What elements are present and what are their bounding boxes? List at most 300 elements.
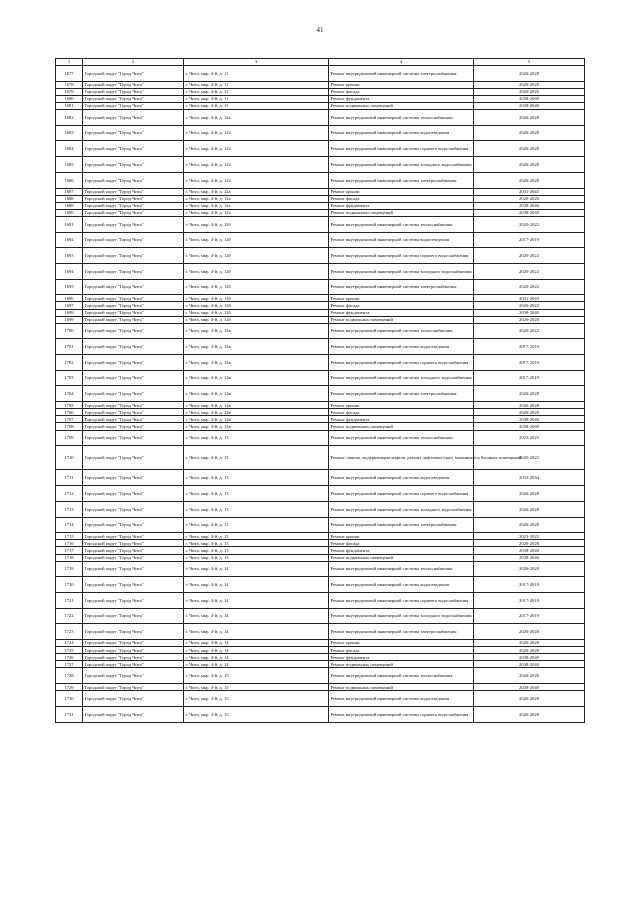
row-number: 1690 xyxy=(56,209,83,216)
address-cell: г. Чита, мкр. 4-й, д. 11 xyxy=(184,95,329,102)
address-cell: г. Чита, мкр. 4-й, д. 14 xyxy=(184,661,329,668)
work-type-cell: Ремонт внутридомовой инженерной системы горячего водоснабжения xyxy=(329,486,474,502)
work-type-cell: Ремонт внутридомовой инженерной системы теплоснабжения xyxy=(329,323,474,339)
row-number: 1706 xyxy=(56,409,83,416)
municipality-cell: Городской округ "Город Чита" xyxy=(83,370,184,386)
row-number: 1696 xyxy=(56,295,83,302)
row-number: 1714 xyxy=(56,517,83,533)
period-cell: 2026-2028 xyxy=(474,409,585,416)
municipality-cell: Городской округ "Город Чита" xyxy=(83,157,184,173)
row-number: 1723 xyxy=(56,624,83,640)
row-number: 1708 xyxy=(56,423,83,430)
municipality-cell: Городской округ "Город Чита" xyxy=(83,561,184,577)
work-type-cell: Ремонт внутридомовой инженерной системы электроснабжения xyxy=(329,66,474,82)
address-cell: г. Чита, мкр. 4-й, д. 15 xyxy=(184,706,329,722)
work-type-cell: Ремонт фасада xyxy=(329,647,474,654)
table-row xyxy=(56,402,585,409)
period-cell: 2020-2022 xyxy=(474,263,585,279)
address-cell: г. Чита, мкр. 4-й, д. 12в xyxy=(184,402,329,409)
period-cell: 2026-2028 xyxy=(474,540,585,547)
period-cell: 2020-2022 xyxy=(474,446,585,470)
municipality-cell: Городской округ "Город Чита" xyxy=(83,706,184,722)
address-cell: г. Чита, мкр. 4-й, д. 13 xyxy=(184,533,329,540)
work-type-cell: Ремонт внутридомовой инженерной системы холодного водоснабжения xyxy=(329,370,474,386)
row-number: 1689 xyxy=(56,202,83,209)
address-cell: г. Чита, мкр. 4-й, д. 12а xyxy=(184,209,329,216)
row-number: 1693 xyxy=(56,248,83,264)
period-cell: 2026-2028 xyxy=(474,486,585,502)
address-cell: г. Чита, мкр. 4-й, д. 12а xyxy=(184,188,329,195)
row-number: 1720 xyxy=(56,577,83,593)
row-number: 1698 xyxy=(56,309,83,316)
address-cell: г. Чита, мкр. 4-й, д. 13 xyxy=(184,446,329,470)
municipality-cell: Городской округ "Город Чита" xyxy=(83,533,184,540)
work-type-cell: Ремонт внутридомовой инженерной системы электроснабжения xyxy=(329,624,474,640)
address-cell: г. Чита, мкр. 4-й, д. 12в xyxy=(184,416,329,423)
row-number: 1678 xyxy=(56,81,83,88)
row-number: 1679 xyxy=(56,88,83,95)
row-number: 1695 xyxy=(56,279,83,295)
period-cell: 2026-2028 xyxy=(474,402,585,409)
table-row xyxy=(56,624,585,640)
address-cell: г. Чита, мкр. 4-й, д. 13 xyxy=(184,554,329,561)
page-number: 41 xyxy=(316,26,324,34)
period-cell: 2026-2028 xyxy=(474,66,585,82)
work-type-cell: Ремонт крыши xyxy=(329,402,474,409)
municipality-cell: Городской округ "Город Чита" xyxy=(83,402,184,409)
row-number: 1681 xyxy=(56,102,83,109)
table-row xyxy=(56,691,585,707)
work-type-cell: Ремонт фасада xyxy=(329,409,474,416)
table-row xyxy=(56,323,585,339)
work-type-cell: Ремонт подвальных помещений xyxy=(329,684,474,691)
period-cell: 2020-2022 xyxy=(474,279,585,295)
period-cell: 2038-2040 xyxy=(474,202,585,209)
address-cell: г. Чита, мкр. 4-й, д. 12б xyxy=(184,263,329,279)
period-cell: 2038-2040 xyxy=(474,661,585,668)
period-cell: 2026-2028 xyxy=(474,561,585,577)
address-cell: г. Чита, мкр. 4-й, д. 15 xyxy=(184,691,329,707)
municipality-cell: Городской округ "Город Чита" xyxy=(83,195,184,202)
table-row xyxy=(56,647,585,654)
municipality-cell: Городской округ "Город Чита" xyxy=(83,102,184,109)
table-row xyxy=(56,386,585,402)
work-type-cell: Ремонт внутридомовой инженерной системы водоотведения xyxy=(329,577,474,593)
work-type-cell: Ремонт подвальных помещений xyxy=(329,102,474,109)
period-cell: 2038-2040 xyxy=(474,554,585,561)
table-row xyxy=(56,66,585,82)
municipality-cell: Городской округ "Город Чита" xyxy=(83,295,184,302)
work-type-cell: Ремонт внутридомовой инженерной системы теплоснабжения xyxy=(329,561,474,577)
work-type-cell: Ремонт подвальных помещений xyxy=(329,554,474,561)
table-row xyxy=(56,157,585,173)
period-cell: 2038-2040 xyxy=(474,95,585,102)
work-type-cell: Ремонт внутридомовой инженерной системы холодного водоснабжения xyxy=(329,263,474,279)
address-cell: г. Чита, мкр. 4-й, д. 15 xyxy=(184,668,329,684)
address-cell: г. Чита, мкр. 4-й, д. 14 xyxy=(184,640,329,647)
address-cell: г. Чита, мкр. 4-й, д. 12а xyxy=(184,202,329,209)
period-cell: 2026-2028 xyxy=(474,501,585,517)
table-row xyxy=(56,279,585,295)
work-type-cell: Ремонт внутридомовой инженерной системы горячего водоснабжения xyxy=(329,141,474,157)
table-row xyxy=(56,540,585,547)
work-type-cell: Ремонт внутридомовой инженерной системы электроснабжения xyxy=(329,386,474,402)
table-row xyxy=(56,533,585,540)
work-type-cell: Ремонт внутридомовой инженерной системы водоотведения xyxy=(329,232,474,248)
municipality-cell: Городской округ "Город Чита" xyxy=(83,216,184,232)
row-number: 1688 xyxy=(56,195,83,202)
work-type-cell: Ремонт внутридомовой инженерной системы водоотведения xyxy=(329,339,474,355)
row-number: 1685 xyxy=(56,157,83,173)
work-type-cell: Ремонт фундамента xyxy=(329,416,474,423)
address-cell: г. Чита, мкр. 4-й, д. 14 xyxy=(184,577,329,593)
row-number: 1722 xyxy=(56,608,83,624)
municipality-cell: Городской округ "Город Чита" xyxy=(83,416,184,423)
table-row xyxy=(56,561,585,577)
municipality-cell: Городской округ "Город Чита" xyxy=(83,640,184,647)
work-type-cell: Ремонт фундамента xyxy=(329,202,474,209)
period-cell: 2026-2028 xyxy=(474,386,585,402)
table-row xyxy=(56,88,585,95)
period-cell: 2041-2043 xyxy=(474,295,585,302)
row-number: 1707 xyxy=(56,416,83,423)
address-cell: г. Чита, мкр. 4-й, д. 15 xyxy=(184,684,329,691)
municipality-cell: Городской округ "Город Чита" xyxy=(83,309,184,316)
address-cell: г. Чита, мкр. 4-й, д. 14 xyxy=(184,561,329,577)
address-cell: г. Чита, мкр. 4-й, д. 13 xyxy=(184,501,329,517)
row-number: 1680 xyxy=(56,95,83,102)
municipality-cell: Городской округ "Город Чита" xyxy=(83,409,184,416)
row-number: 1709 xyxy=(56,430,83,446)
table-row xyxy=(56,446,585,470)
address-cell: г. Чита, мкр. 4-й, д. 12а xyxy=(184,110,329,126)
table-row xyxy=(56,416,585,423)
period-cell: 2026-2028 xyxy=(474,647,585,654)
address-cell: г. Чита, мкр. 4-й, д. 14 xyxy=(184,647,329,654)
address-cell: г. Чита, мкр. 4-й, д. 13 xyxy=(184,547,329,554)
address-cell: г. Чита, мкр. 4-й, д. 11 xyxy=(184,88,329,95)
work-type-cell: Ремонт внутридомовой инженерной системы теплоснабжения xyxy=(329,216,474,232)
table-body xyxy=(56,66,585,723)
municipality-cell: Городской округ "Город Чита" xyxy=(83,202,184,209)
work-type-cell: Ремонт крыши xyxy=(329,640,474,647)
municipality-cell: Городской округ "Город Чита" xyxy=(83,232,184,248)
table-row xyxy=(56,209,585,216)
municipality-cell: Городской округ "Город Чита" xyxy=(83,668,184,684)
table-row xyxy=(56,141,585,157)
row-number: 1687 xyxy=(56,188,83,195)
row-number: 1725 xyxy=(56,647,83,654)
row-number: 1730 xyxy=(56,691,83,707)
address-cell: г. Чита, мкр. 4-й, д. 12а xyxy=(184,157,329,173)
address-cell: г. Чита, мкр. 4-й, д. 12в xyxy=(184,423,329,430)
municipality-cell: Городской округ "Город Чита" xyxy=(83,81,184,88)
municipality-cell: Городской округ "Город Чита" xyxy=(83,172,184,188)
period-cell: 2026-2028 xyxy=(474,110,585,126)
table-row xyxy=(56,202,585,209)
period-cell: 2026-2028 xyxy=(474,517,585,533)
table-row xyxy=(56,608,585,624)
work-type-cell: Ремонт крыши xyxy=(329,533,474,540)
table-row xyxy=(56,706,585,722)
period-cell: 2026-2028 xyxy=(474,640,585,647)
row-number: 1684 xyxy=(56,141,83,157)
municipality-cell: Городской округ "Город Чита" xyxy=(83,88,184,95)
table-row xyxy=(56,517,585,533)
column-header-4: 4 xyxy=(329,59,474,66)
period-cell: 2020-2022 xyxy=(474,323,585,339)
work-type-cell: Ремонт крыши xyxy=(329,188,474,195)
period-cell: 2038-2040 xyxy=(474,102,585,109)
row-number: 1726 xyxy=(56,654,83,661)
table-row xyxy=(56,668,585,684)
address-cell: г. Чита, мкр. 4-й, д. 14 xyxy=(184,608,329,624)
table-row xyxy=(56,232,585,248)
municipality-cell: Городской округ "Город Чита" xyxy=(83,110,184,126)
row-number: 1731 xyxy=(56,706,83,722)
municipality-cell: Городской округ "Город Чита" xyxy=(83,691,184,707)
row-number: 1694 xyxy=(56,263,83,279)
table-header xyxy=(56,59,585,66)
municipality-cell: Городской округ "Город Чита" xyxy=(83,323,184,339)
table-row xyxy=(56,81,585,88)
address-cell: г. Чита, мкр. 4-й, д. 12в xyxy=(184,370,329,386)
table-row xyxy=(56,172,585,188)
address-cell: г. Чита, мкр. 4-й, д. 11 xyxy=(184,66,329,82)
row-number: 1700 xyxy=(56,323,83,339)
period-cell: 2026-2028 xyxy=(474,691,585,707)
table-row xyxy=(56,370,585,386)
address-cell: г. Чита, мкр. 4-й, д. 13 xyxy=(184,486,329,502)
table-row xyxy=(56,409,585,416)
period-cell: 2020-2022 xyxy=(474,248,585,264)
municipality-cell: Городской округ "Город Чита" xyxy=(83,386,184,402)
row-number: 1683 xyxy=(56,125,83,141)
row-number: 1701 xyxy=(56,339,83,355)
work-type-cell: Ремонт, замена, модернизация лифтов, ремонт лифтовых шахт, машинных и блочных помещений xyxy=(329,446,474,470)
work-type-cell: Ремонт фасада xyxy=(329,540,474,547)
municipality-cell: Городской округ "Город Чита" xyxy=(83,608,184,624)
table-row xyxy=(56,486,585,502)
work-type-cell: Ремонт внутридомовой инженерной системы холодного водоснабжения xyxy=(329,608,474,624)
period-cell: 2023-2025 xyxy=(474,533,585,540)
work-type-cell: Ремонт внутридомовой инженерной системы горячего водоснабжения xyxy=(329,248,474,264)
municipality-cell: Городской округ "Город Чита" xyxy=(83,355,184,371)
work-type-cell: Ремонт внутридомовой инженерной системы электроснабжения xyxy=(329,517,474,533)
period-cell: 2038-2040 xyxy=(474,209,585,216)
table-row xyxy=(56,592,585,608)
table-row xyxy=(56,430,585,446)
period-cell: 2026-2028 xyxy=(474,668,585,684)
municipality-cell: Городской округ "Город Чита" xyxy=(83,647,184,654)
period-cell: 2038-2040 xyxy=(474,684,585,691)
period-cell: 2026-2028 xyxy=(474,172,585,188)
row-number: 1692 xyxy=(56,232,83,248)
period-cell: 2026-2028 xyxy=(474,125,585,141)
municipality-cell: Городской округ "Город Чита" xyxy=(83,470,184,486)
row-number: 1686 xyxy=(56,172,83,188)
municipality-cell: Городской округ "Город Чита" xyxy=(83,248,184,264)
table-row xyxy=(56,263,585,279)
municipality-cell: Городской округ "Город Чита" xyxy=(83,517,184,533)
work-type-cell: Ремонт внутридомовой инженерной системы водоотведения xyxy=(329,125,474,141)
period-cell: 2026-2028 xyxy=(474,157,585,173)
table-row xyxy=(56,302,585,309)
period-cell: 2020-2022 xyxy=(474,216,585,232)
address-cell: г. Чита, мкр. 4-й, д. 12б xyxy=(184,295,329,302)
period-cell: 2017-2019 xyxy=(474,370,585,386)
municipality-cell: Городской округ "Город Чита" xyxy=(83,577,184,593)
period-cell: 2041-2043 xyxy=(474,188,585,195)
municipality-cell: Городской округ "Город Чита" xyxy=(83,446,184,470)
row-number: 1712 xyxy=(56,486,83,502)
table-row xyxy=(56,188,585,195)
work-type-cell: Ремонт подвальных помещений xyxy=(329,209,474,216)
row-number: 1710 xyxy=(56,446,83,470)
period-cell: 2017-2019 xyxy=(474,232,585,248)
row-number: 1728 xyxy=(56,668,83,684)
work-type-cell: Ремонт крыши xyxy=(329,81,474,88)
municipality-cell: Городской округ "Город Чита" xyxy=(83,263,184,279)
municipality-cell: Городской округ "Город Чита" xyxy=(83,209,184,216)
period-cell: 2017-2019 xyxy=(474,608,585,624)
row-number: 1682 xyxy=(56,110,83,126)
address-cell: г. Чита, мкр. 4-й, д. 13 xyxy=(184,430,329,446)
work-type-cell: Ремонт фундамента xyxy=(329,654,474,661)
municipality-cell: Городской округ "Город Чита" xyxy=(83,547,184,554)
work-type-cell: Ремонт внутридомовой инженерной системы теплоснабжения xyxy=(329,430,474,446)
period-cell: 2017-2019 xyxy=(474,339,585,355)
work-type-cell: Ремонт внутридомовой инженерной системы горячего водоснабжения xyxy=(329,706,474,722)
table-row xyxy=(56,95,585,102)
table-row xyxy=(56,423,585,430)
table-row xyxy=(56,102,585,109)
address-cell: г. Чита, мкр. 4-й, д. 12б xyxy=(184,279,329,295)
row-number: 1715 xyxy=(56,533,83,540)
table-row xyxy=(56,295,585,302)
column-header-1: 1 xyxy=(56,59,83,66)
work-type-cell: Ремонт внутридомовой инженерной системы теплоснабжения xyxy=(329,668,474,684)
column-header-5: 5 xyxy=(474,59,585,66)
municipality-cell: Городской округ "Город Чита" xyxy=(83,430,184,446)
municipality-cell: Городской округ "Город Чита" xyxy=(83,501,184,517)
work-type-cell: Ремонт внутридомовой инженерной системы холодного водоснабжения xyxy=(329,501,474,517)
work-type-cell: Ремонт фасада xyxy=(329,195,474,202)
period-cell: 2026-2028 xyxy=(474,624,585,640)
address-cell: г. Чита, мкр. 4-й, д. 12а xyxy=(184,125,329,141)
work-type-cell: Ремонт внутридомовой инженерной системы горячего водоснабжения xyxy=(329,592,474,608)
table-row xyxy=(56,339,585,355)
table-row xyxy=(56,547,585,554)
table-row xyxy=(56,355,585,371)
address-cell: г. Чита, мкр. 4-й, д. 12а xyxy=(184,141,329,157)
address-cell: г. Чита, мкр. 4-й, д. 14 xyxy=(184,654,329,661)
period-cell: 2020-2022 xyxy=(474,302,585,309)
table-row xyxy=(56,216,585,232)
municipality-cell: Городской округ "Город Чита" xyxy=(83,540,184,547)
period-cell: 2026-2028 xyxy=(474,88,585,95)
column-header-3: 3 xyxy=(184,59,329,66)
municipality-cell: Городской округ "Город Чита" xyxy=(83,684,184,691)
municipality-cell: Городской округ "Город Чита" xyxy=(83,188,184,195)
period-cell: 2026-2028 xyxy=(474,141,585,157)
row-number: 1705 xyxy=(56,402,83,409)
work-type-cell: Ремонт фасада xyxy=(329,88,474,95)
work-type-cell: Ремонт внутридомовой инженерной системы горячего водоснабжения xyxy=(329,355,474,371)
period-cell: 2026-2028 xyxy=(474,195,585,202)
municipality-cell: Городской округ "Город Чита" xyxy=(83,95,184,102)
row-number: 1691 xyxy=(56,216,83,232)
period-cell: 2026-2028 xyxy=(474,706,585,722)
period-cell: 2017-2019 xyxy=(474,577,585,593)
municipality-cell: Городской округ "Город Чита" xyxy=(83,592,184,608)
work-type-cell: Ремонт фундамента xyxy=(329,547,474,554)
work-type-cell: Ремонт крыши xyxy=(329,295,474,302)
municipality-cell: Городской округ "Город Чита" xyxy=(83,654,184,661)
period-cell: 2038-2040 xyxy=(474,309,585,316)
row-number: 1697 xyxy=(56,302,83,309)
address-cell: г. Чита, мкр. 4-й, д. 13 xyxy=(184,470,329,486)
table-row xyxy=(56,309,585,316)
work-type-cell: Ремонт внутридомовой инженерной системы холодного водоснабжения xyxy=(329,157,474,173)
address-cell: г. Чита, мкр. 4-й, д. 12а xyxy=(184,195,329,202)
work-type-cell: Ремонт фундамента xyxy=(329,309,474,316)
row-number: 1716 xyxy=(56,540,83,547)
period-cell: 2026-2028 xyxy=(474,316,585,323)
row-number: 1727 xyxy=(56,661,83,668)
period-cell: 2026-2028 xyxy=(474,81,585,88)
row-number: 1717 xyxy=(56,547,83,554)
municipality-cell: Городской округ "Город Чита" xyxy=(83,316,184,323)
row-number: 1729 xyxy=(56,684,83,691)
period-cell: 2017-2019 xyxy=(474,592,585,608)
table-row xyxy=(56,577,585,593)
work-type-cell: Ремонт подвальных помещений xyxy=(329,423,474,430)
table-row xyxy=(56,640,585,647)
municipality-cell: Городской округ "Город Чита" xyxy=(83,141,184,157)
table-row xyxy=(56,195,585,202)
table-row xyxy=(56,110,585,126)
address-cell: г. Чита, мкр. 4-й, д. 12б xyxy=(184,309,329,316)
work-type-cell: Ремонт фасада xyxy=(329,302,474,309)
row-number: 1704 xyxy=(56,386,83,402)
address-cell: г. Чита, мкр. 4-й, д. 12б xyxy=(184,248,329,264)
row-number: 1713 xyxy=(56,501,83,517)
address-cell: г. Чита, мкр. 4-й, д. 12в xyxy=(184,323,329,339)
municipality-cell: Городской округ "Город Чита" xyxy=(83,339,184,355)
address-cell: г. Чита, мкр. 4-й, д. 13 xyxy=(184,517,329,533)
period-cell: 2038-2040 xyxy=(474,423,585,430)
table-row xyxy=(56,125,585,141)
table-row xyxy=(56,661,585,668)
municipality-cell: Городской округ "Город Чита" xyxy=(83,554,184,561)
municipality-cell: Городской округ "Город Чита" xyxy=(83,624,184,640)
address-cell: г. Чита, мкр. 4-й, д. 12б xyxy=(184,302,329,309)
municipality-cell: Городской округ "Город Чита" xyxy=(83,661,184,668)
address-cell: г. Чита, мкр. 4-й, д. 12в xyxy=(184,409,329,416)
row-number: 1721 xyxy=(56,592,83,608)
period-cell: 2032-2034 xyxy=(474,470,585,486)
address-cell: г. Чита, мкр. 4-й, д. 12в xyxy=(184,386,329,402)
work-type-cell: Ремонт внутридомовой инженерной системы электроснабжения xyxy=(329,279,474,295)
work-type-cell: Ремонт подвальных помещений xyxy=(329,661,474,668)
row-number: 1699 xyxy=(56,316,83,323)
address-cell: г. Чита, мкр. 4-й, д. 11 xyxy=(184,102,329,109)
municipality-cell: Городской округ "Город Чита" xyxy=(83,423,184,430)
period-cell: 2038-2040 xyxy=(474,416,585,423)
work-type-cell: Ремонт внутридомовой инженерной системы электроснабжения xyxy=(329,172,474,188)
work-type-cell: Ремонт внутридомовой инженерной системы водоотведения xyxy=(329,470,474,486)
